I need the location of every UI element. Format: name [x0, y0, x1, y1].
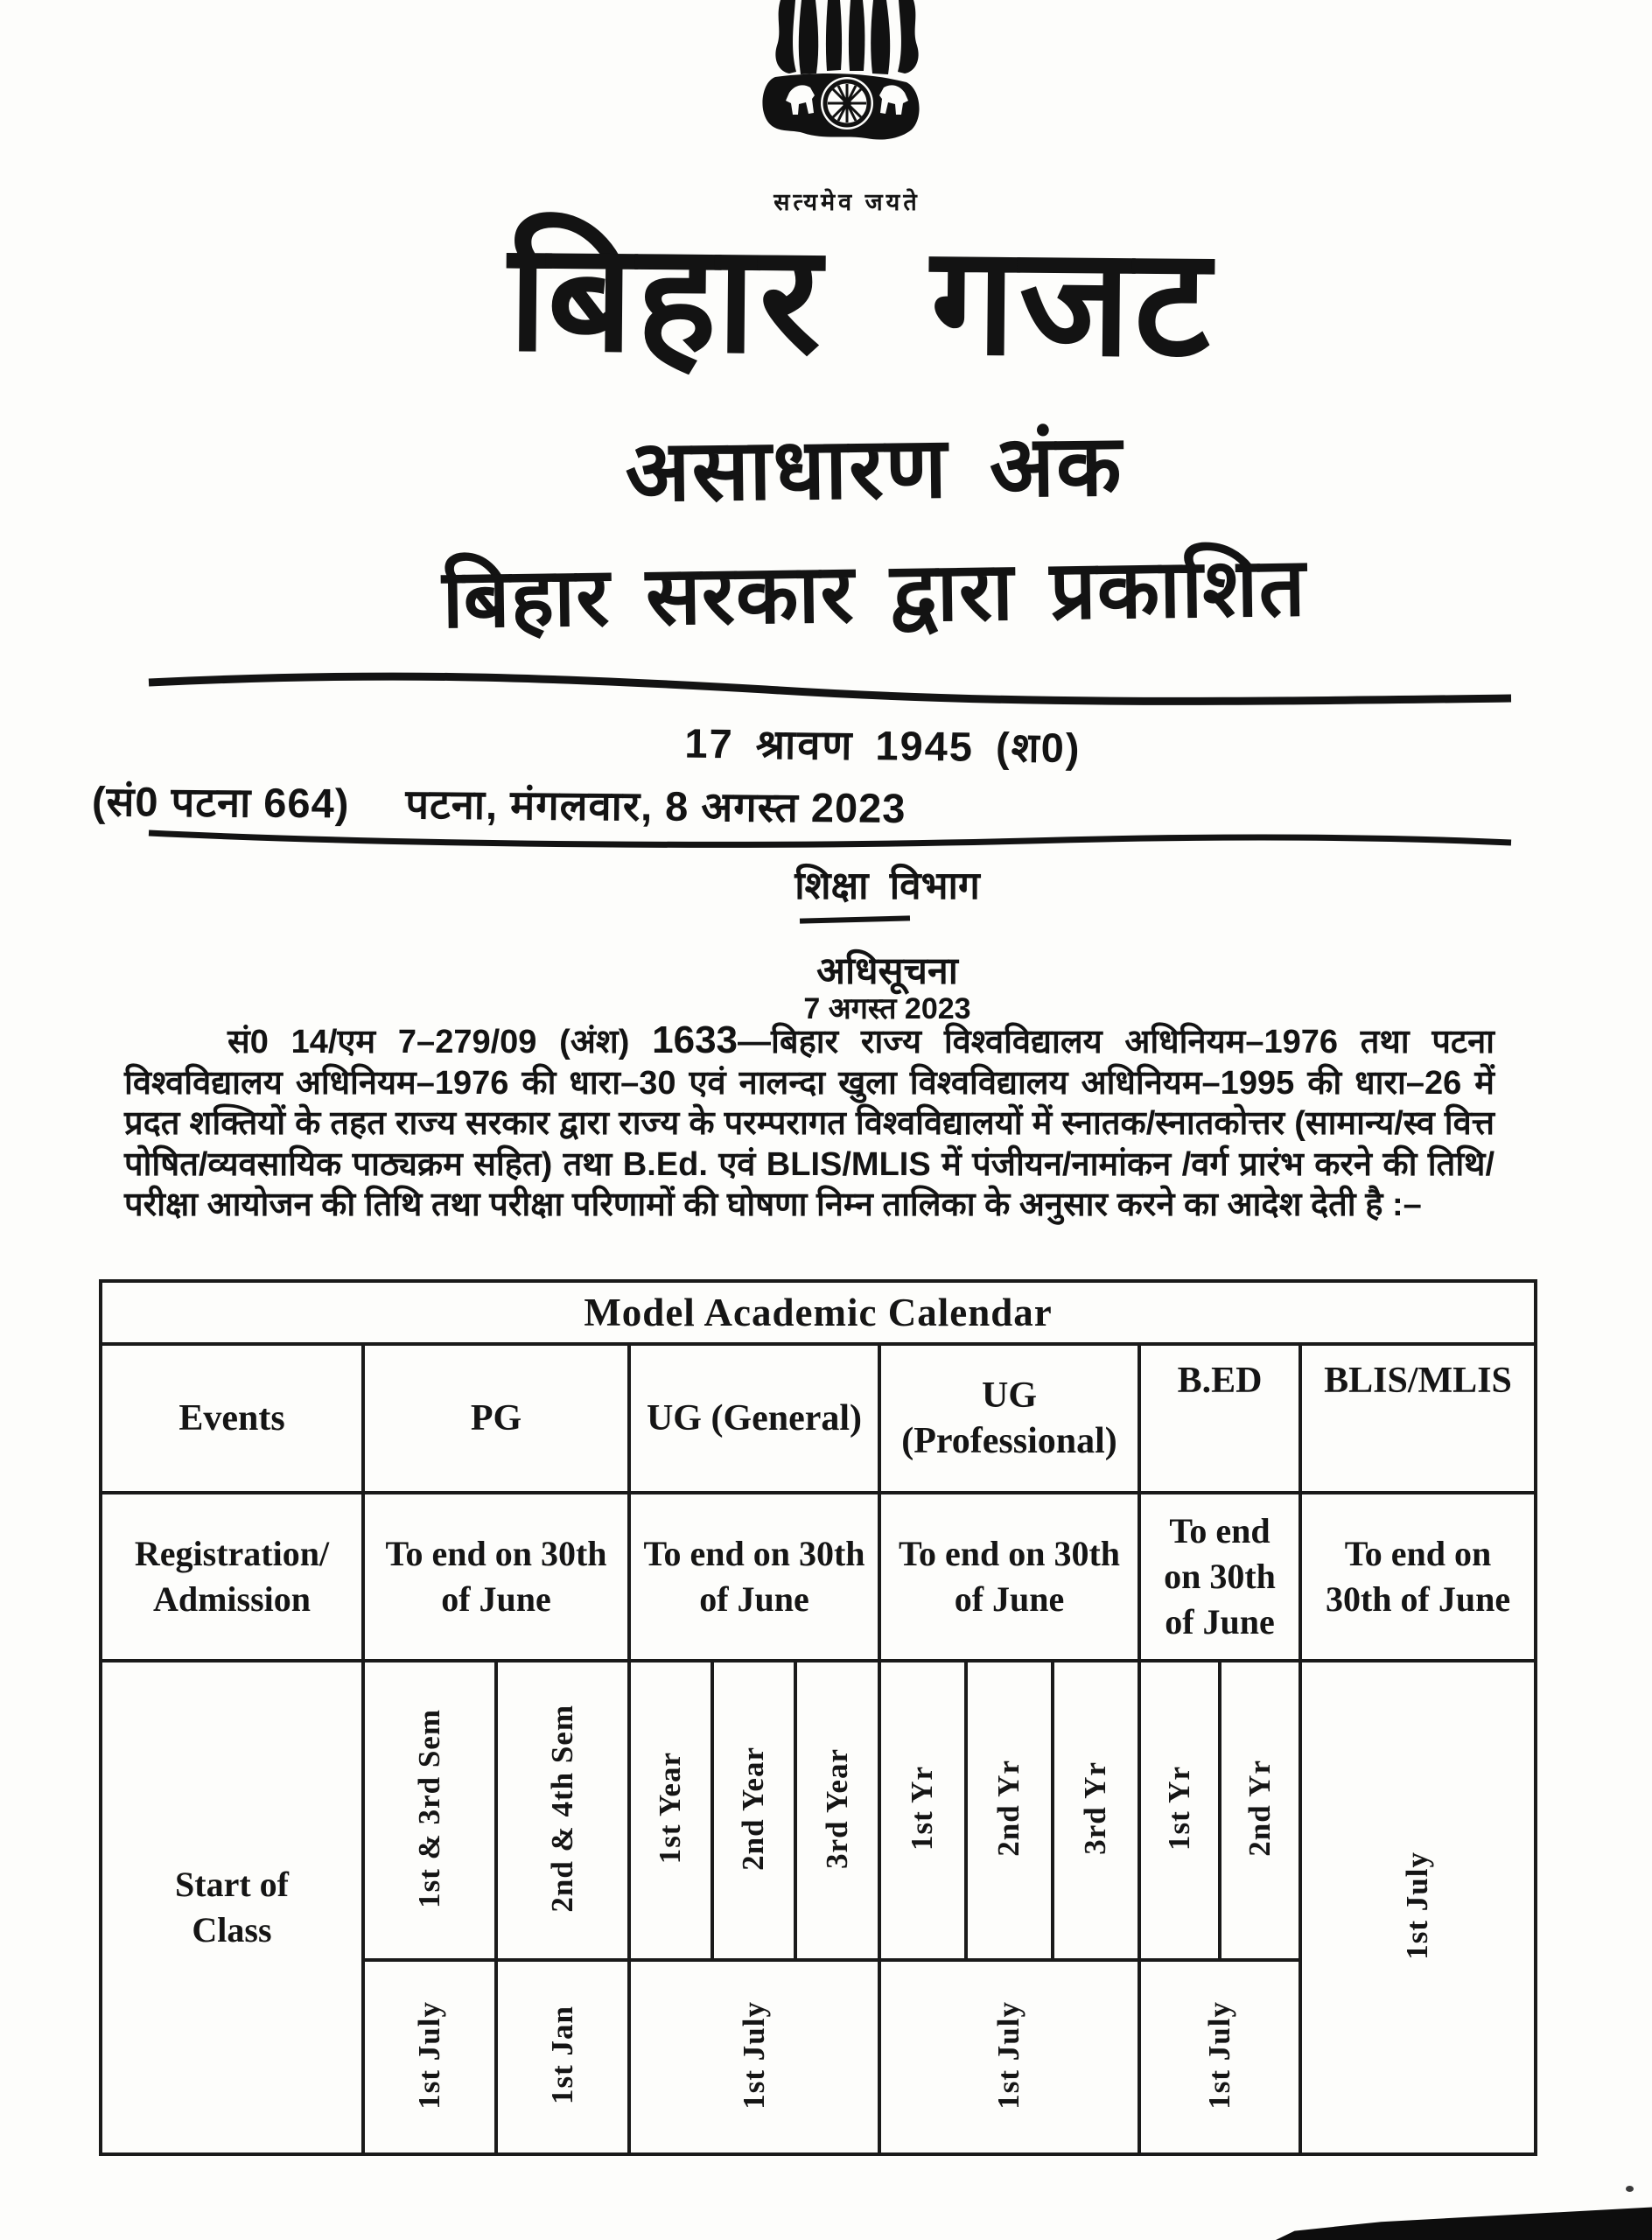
- registration-ug-general: To end on 30th of June: [629, 1493, 879, 1661]
- pg-term-2: 2nd & 4th Sem: [496, 1661, 629, 1960]
- pg-date-2: 1st Jan: [496, 1960, 629, 2154]
- registration-bed: To end on 30th of June: [1139, 1493, 1300, 1661]
- top-divider-rule: [144, 670, 1518, 712]
- blis-start-date: 1st July: [1300, 1661, 1536, 2154]
- col-header-ug-professional: UG (Professional): [879, 1344, 1139, 1493]
- ug-professional-date: 1st July: [879, 1960, 1139, 2154]
- calendar-table: [99, 1279, 1537, 2156]
- ug-professional-year-1: 1st Yr: [879, 1661, 966, 1960]
- notification-heading: अधिसूचना: [816, 950, 958, 992]
- reference-prefix: सं0 14/एम 7–279/09 (अंश): [228, 1024, 653, 1060]
- edition-title: असाधारण अंक: [624, 417, 1124, 520]
- calendar-title: Model Academic Calendar: [101, 1281, 1536, 1344]
- ug-general-date: 1st July: [629, 1960, 879, 2154]
- notification-paragraph: [124, 1020, 1494, 1226]
- registration-label: Registration/ Admission: [101, 1493, 363, 1661]
- pg-term-1: 1st & 3rd Sem: [363, 1661, 496, 1960]
- registration-ug-professional: To end on 30th of June: [879, 1493, 1139, 1661]
- place-date-line: पटना, मंगलवार, 8 अगस्त 2023: [405, 780, 906, 832]
- ug-professional-year-3: 3rd Yr: [1053, 1661, 1139, 1960]
- ug-professional-year-2: 2nd Yr: [966, 1661, 1053, 1960]
- emblem-motto: सत्यमेव जयते: [774, 189, 920, 215]
- col-header-pg: PG: [363, 1344, 629, 1493]
- issue-gap: [349, 818, 405, 819]
- department-heading: शिक्षा विभाग: [794, 864, 980, 907]
- scan-artifact-dot: [1626, 2186, 1634, 2192]
- registration-blis: To end on 30th of June: [1300, 1493, 1536, 1661]
- state-emblem-icon: [751, 0, 943, 140]
- ug-general-year-3: 3rd Year: [795, 1661, 879, 1960]
- ug-general-year-1: 1st Year: [629, 1661, 712, 1960]
- notification-date: 7 अगस्त 2023: [803, 992, 971, 1026]
- bed-date: 1st July: [1139, 1960, 1300, 2154]
- scan-artifact-corner: [1276, 2194, 1652, 2240]
- publisher-line: बिहार सरकार द्वारा प्रकाशित: [441, 541, 1307, 645]
- saka-date-line: 17 श्रावण 1945 (श0): [684, 719, 1082, 772]
- start-of-class-label: Start of Class: [101, 1661, 363, 2154]
- reference-number: 1633: [652, 1018, 738, 1061]
- gazette-title: बिहार गजट: [508, 213, 1214, 388]
- bed-year-2: 2nd Yr: [1220, 1661, 1300, 1960]
- emblem-block: [751, 0, 943, 217]
- col-header-blis: BLIS/MLIS: [1300, 1344, 1536, 1493]
- notification-body-text: —बिहार राज्य विश्वविद्यालय अधिनियम–1976 तथा पटना विश्वविद्यालय अधिनियम–1976 की धारा–30 एवं नालन्दा खुला विश्वविद्यालय अधिनियम–1995 की धारा–26 में प्रदत शक्तियों के तहत राज्य सरकार द्वारा राज्य के परम्परागत विश्वविद्यालयों में स्नातक/स्नातकोत्तर (सामान्य/स्व वित्त पोषित/व्यवसायिक पाठ्यक्रम सहित) तथा B.Ed. एवं BLIS/MLIS में पंजीयन/नामांकन /वर्ग प्रारंभ करने की तिथि/परीक्षा आयोजन की तिथि तथा परीक्षा परिणामों की घोषणा निम्न तालिका के अनुसार करने का आदेश देती है :–: [124, 1024, 1494, 1223]
- ug-general-year-2: 2nd Year: [712, 1661, 795, 1960]
- registration-pg: To end on 30th of June: [363, 1493, 629, 1661]
- bed-year-1: 1st Yr: [1139, 1661, 1220, 1960]
- col-header-events: Events: [101, 1344, 363, 1493]
- middle-divider-rule: [144, 824, 1518, 856]
- pg-date-1: 1st July: [363, 1960, 496, 2154]
- col-header-ug-general: UG (General): [629, 1344, 879, 1493]
- section-divider: [800, 915, 910, 923]
- col-header-bed: B.ED: [1139, 1344, 1300, 1493]
- issue-number: (सं0 पटना 664): [91, 777, 350, 827]
